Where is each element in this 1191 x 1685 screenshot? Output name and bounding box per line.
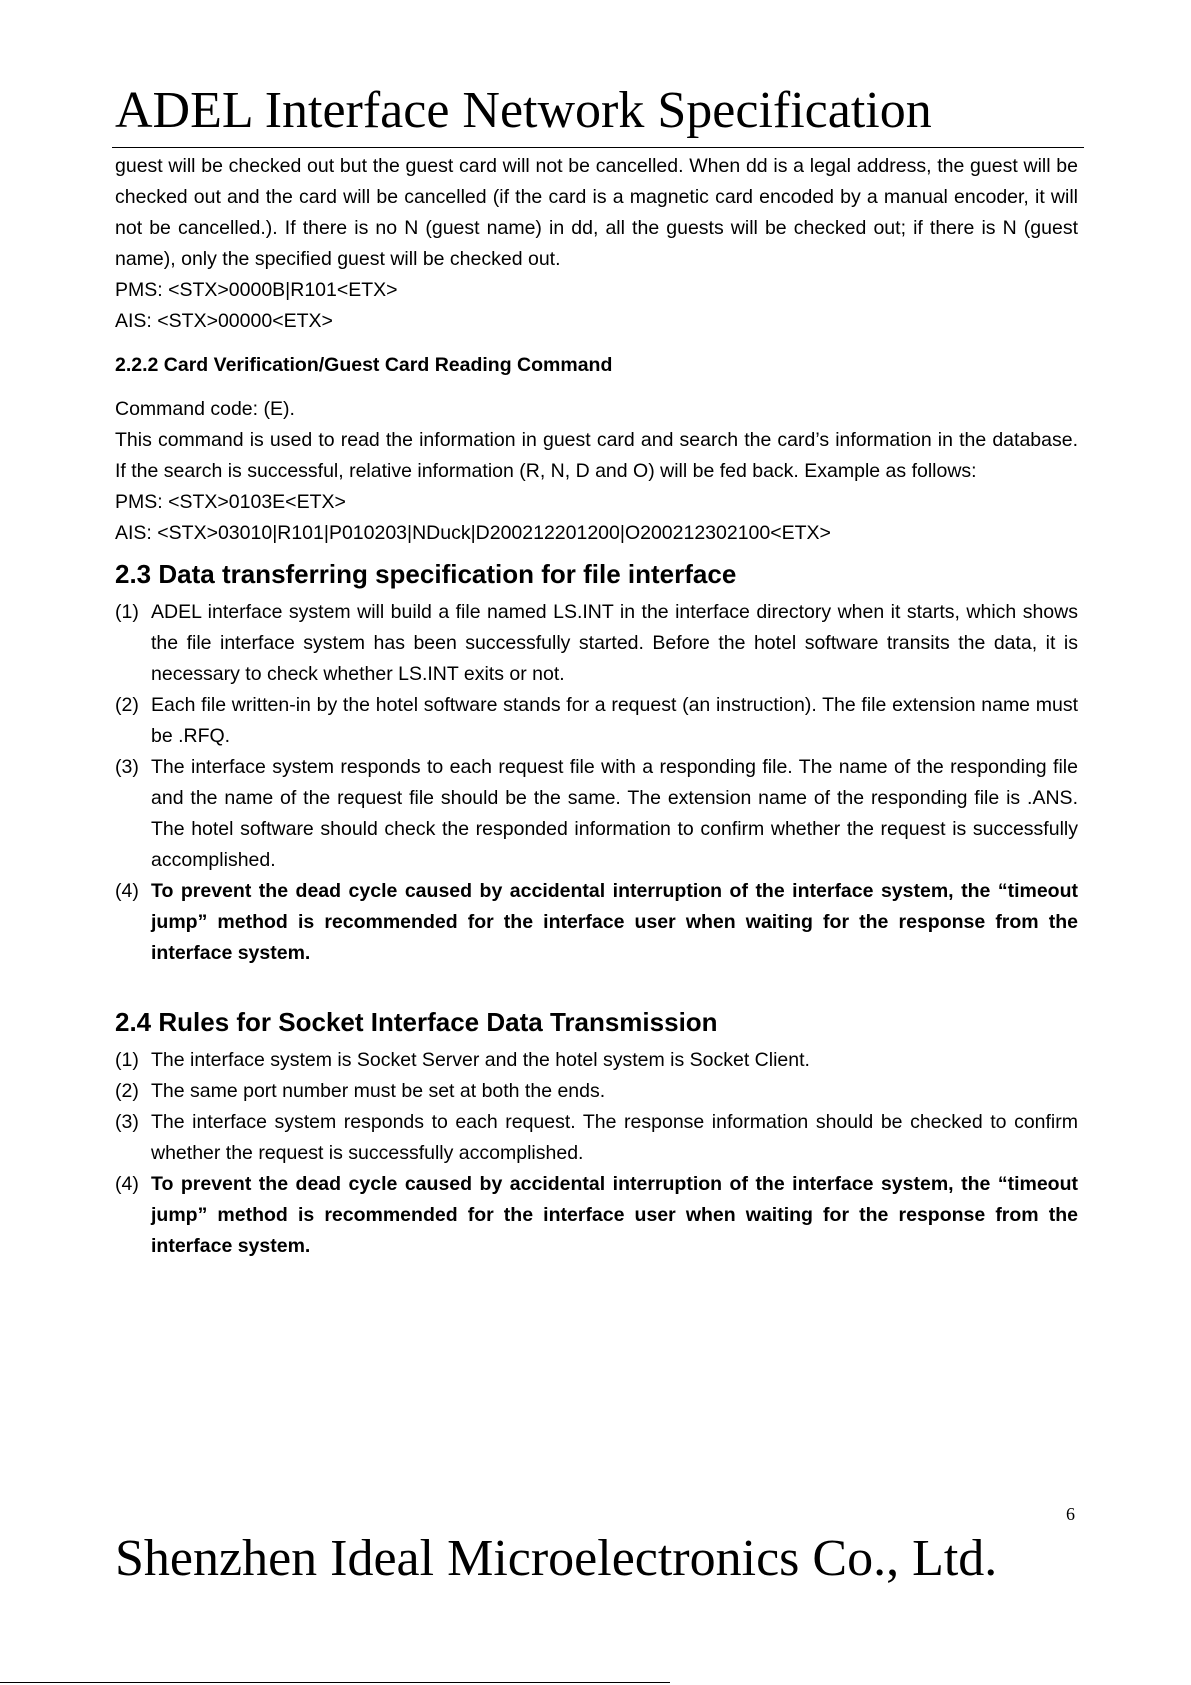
list-item-text: The interface system responds to each request file with a responding file. The name of the responding file and the name of the request file should be the same. The extension name of the responding file is .ANS. The hotel software should check the responded information to confirm whether the request is successfully accomplished. [151,756,1078,871]
list-item [115,1076,1078,1107]
section-2-4-heading: 2.4 Rules for Socket Interface Data Transmission [115,1007,718,1037]
list-item-number: (3) [115,756,139,778]
section-2-3-heading: 2.3 Data transferring specification for file interface [115,559,737,589]
intro-paragraph: guest will be checked out but the guest card will not be cancelled. When dd is a legal address, the guest will be checked out and the card will be cancelled (if the card is a magnetic card encoded by a manual encoder, it will not be cancelled.). If there is no N (guest name) in dd, all the guests will be checked out; if there is N (guest name), only the specified guest will be checked out. [115,155,1078,270]
footer-company-name: Shenzhen Ideal Microelectronics Co., Ltd. [115,1530,998,1587]
list-item-text: The same port number must be set at both the ends. [151,1080,606,1102]
section-2-2-2-pms-example: PMS: <STX>0103E<ETX> [115,491,346,513]
footer-divider [0,1682,670,1683]
list-item [115,1107,1078,1169]
list-item-number: (2) [115,1080,139,1102]
section-2-2-2-heading: 2.2.2 Card Verification/Guest Card Reading Command [115,354,613,376]
list-item-text: The interface system responds to each request. The response information should be checked to confirm whether the request is successfully accomplished. [151,1111,1078,1164]
list-item-number: (2) [115,694,139,716]
page-content [115,151,1078,1262]
document-title: ADEL Interface Network Specification [115,82,932,139]
list-item-number: (1) [115,1049,139,1071]
intro-pms-example: PMS: <STX>0000B|R101<ETX> [115,279,398,301]
list-item-text: ADEL interface system will build a file named LS.INT in the interface directory when it starts, which shows the file interface system has been successfully started. Before the hotel software transits the data, it is necessary to check whether LS.INT exits or not. [151,601,1078,685]
list-item [115,752,1078,876]
header-divider [112,147,1084,148]
intro-ais-example: AIS: <STX>00000<ETX> [115,310,333,332]
section-2-2-2-ais-example: AIS: <STX>03010|R101|P010203|NDuck|D200212201200|O200212302100<ETX> [115,522,831,544]
list-item-number: (3) [115,1111,139,1133]
list-item [115,876,1078,969]
page-number: 6 [1066,1504,1075,1524]
section-2-2-2-paragraph: This command is used to read the information in guest card and search the card’s information in the database. If the search is successful, relative information (R, N, D and O) will be fed back. Example as follows: [115,429,1078,482]
section-2-3-list [115,597,1078,969]
list-item [115,1045,1078,1076]
section-2-4-list [115,1045,1078,1262]
list-item [115,690,1078,752]
list-item [115,1169,1078,1262]
list-item-text: Each file written-in by the hotel software stands for a request (an instruction). The file extension name must be .RFQ. [151,694,1078,747]
list-item-text: The interface system is Socket Server and the hotel system is Socket Client. [151,1049,810,1071]
list-item-text: To prevent the dead cycle caused by accidental interruption of the interface system, the “timeout jump” method is recommended for the interface user when waiting for the response from the interface system. [151,1173,1078,1257]
list-item-number: (4) [115,1173,139,1195]
list-item-text: To prevent the dead cycle caused by accidental interruption of the interface system, the “timeout jump” method is recommended for the interface user when waiting for the response from the interface system. [151,880,1078,964]
list-item-number: (4) [115,880,139,902]
list-item [115,597,1078,690]
command-code: Command code: (E). [115,398,295,420]
list-item-number: (1) [115,601,139,623]
